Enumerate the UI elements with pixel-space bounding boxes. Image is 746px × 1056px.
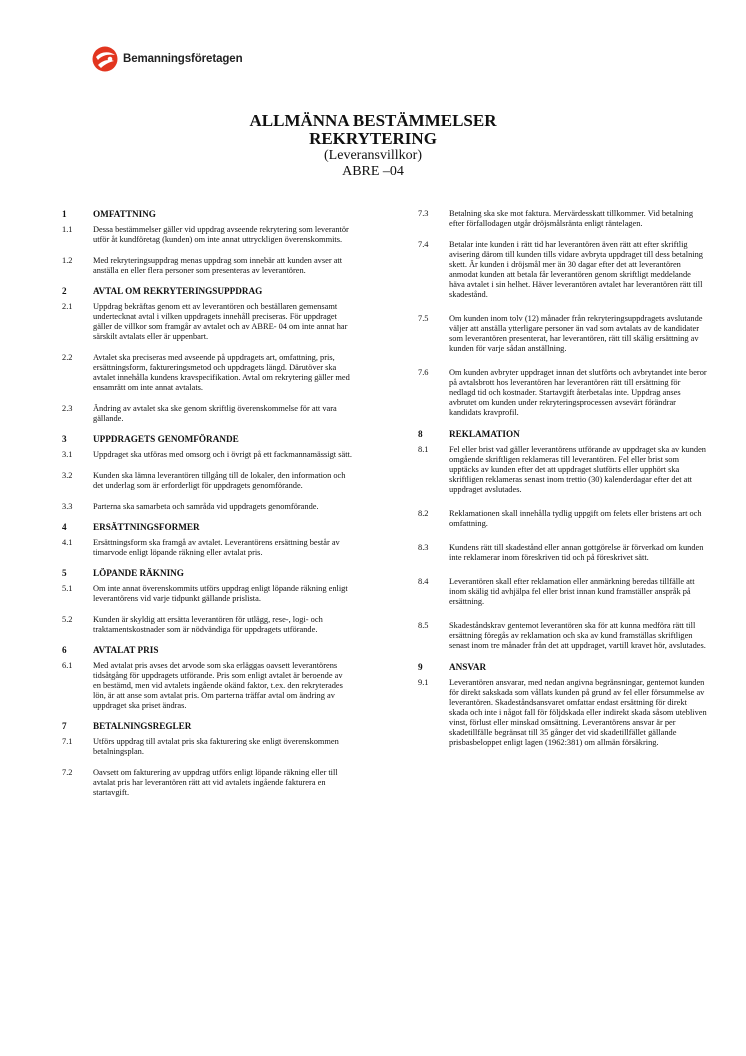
- document-code: ABRE –04: [342, 164, 404, 179]
- right-column: [418, 209, 708, 748]
- logo: [92, 46, 243, 72]
- clause: 3.1 Uppdraget ska utföras med omsorg och i övrigt på ett fackmannamässigt sätt.: [62, 450, 352, 459]
- clause: 4.1 Ersättningsform ska framgå av avtalet. Leverantörens ersättning består av timarvode enligt löpande räkning eller avtalat pris.: [62, 538, 340, 557]
- document-title-line2: REKRYTERING: [309, 129, 437, 148]
- section-heading: 5 LÖPANDE RÄKNING: [62, 568, 184, 578]
- left-column: [62, 209, 352, 798]
- clause: 5.2 Kunden är skyldig att ersätta leverantören för utlägg, rese-, logi- och traktamentskostnader som är nödvändiga för uppdragets utförande.: [62, 615, 323, 634]
- clause: 2.2 Avtalet ska preciseras med avseende på uppdragets art, omfattning, pris, ersättningsform, faktureringsmetod och uppdragets längd. Därutöver ska avtalet innehålla kundens kravspecifikation. Avtal om rekrytering gäller med ensamrätt om inte annat avtalats.: [62, 353, 350, 392]
- section-heading: 4 ERSÄTTNINGSFORMER: [62, 522, 200, 532]
- clause: 9.1 Leverantören ansvarar, med nedan angivna begränsningar, gentemot kunden för direkt sakskada som vållats kunden på grund av fel eller försummelse av leverantören. Skadeståndsansvaret omfattar endast ersättning för direkt skada och inte i något fall för följdskada eller indirekt skada såsom utebliven vinst, förlust eller minskad omsättning. Leverantörens ansvar är per skadetillfälle begränsat till 35 gånger det vid skadetillfället gällande prisbasbeloppet enligt lagen (1962:381) om allmän försäkring.: [418, 678, 707, 747]
- document-header: [0, 112, 746, 180]
- clause: 3.3 Parterna ska samarbeta och samråda vid uppdragets genomförande.: [62, 502, 319, 511]
- clause: 1.1 Dessa bestämmelser gäller vid uppdrag avseende rekrytering som leverantör utför åt kundföretag (kunden) om inte annat uttryckligen överenskommits.: [62, 225, 349, 244]
- clause: 7.2 Oavsett om fakturering av uppdrag utförs enligt löpande räkning eller till avtalat pris har leverantören rätt att vid avtalets ingående fakturera en startavgift.: [62, 768, 338, 797]
- clause: 8.5 Skadeståndskrav gentemot leverantören ska för att kunna medföra rätt till ersättning föregås av reklamation och ska av kund framställas skriftligen senast inom tre månader från det att uppdraget, vartill kravet hör, avslutades.: [418, 621, 706, 650]
- section-heading: 8 REKLAMATION: [418, 429, 520, 439]
- clause: 2.3 Ändring av avtalet ska ske genom skriftlig överenskommelse för att vara gällande.: [62, 404, 337, 423]
- logo-mark-icon: [92, 46, 118, 72]
- clause: 6.1 Med avtalat pris avses det arvode som ska erläggas oavsett leverantörens tidsåtgång för uppdragets utförande. Pris som enligt avtalet är beroende av en bestämd, men vid avtalets ingående okänd faktor, t.ex. den rekryterades lön, är att anse som avtalat pris. Om parterna träffar avtal om ändring av uppdraget ska priset ändras.: [62, 661, 343, 710]
- section-heading: 6 AVTALAT PRIS: [62, 645, 159, 655]
- clause: 5.1 Om inte annat överenskommits utförs uppdrag enligt löpande räkning enligt leverantörens vid varje tidpunkt gällande prislista.: [62, 584, 348, 603]
- clause: 7.5 Om kunden inom tolv (12) månader från rekryteringsuppdragets avslutande väljer att anställa ytterligare personer än vad som avtalats av de kandidater som leverantören presenterat, har leverantören, rätt till skälig ersättning av kunden för varje sådan anställning.: [418, 314, 703, 353]
- section-heading: 9 ANSVAR: [418, 662, 487, 672]
- clause: 7.4 Betalar inte kunden i rätt tid har leverantören även rätt att efter skriftlig avisering därom till kunden tills vidare avbryta uppdraget till dess betalning skett. Är kunden i dröjsmål mer än 30 dagar efter det att leverantören anmodat kunden att betala får leverantören genom skriftligt meddelande häva avtalet i sin helhet. Häver leverantören avtalet har leverantören rätt till skadestånd.: [418, 240, 703, 299]
- clause: 7.3 Betalning ska ske mot faktura. Mervärdesskatt tillkommer. Vid betalning efter förfallodagen utgår dröjsmålsränta enligt räntelagen.: [418, 209, 694, 228]
- document-subtitle: (Leveransvillkor): [324, 148, 422, 163]
- clause: 8.3 Kundens rätt till skadestånd eller annan gottgörelse är förverkad om kunden inte reklamerar inom föreskriven tid och på föreskrivet sätt.: [418, 543, 704, 562]
- logo-text: Bemanningsföretagen: [123, 53, 243, 65]
- section-heading: 2 AVTAL OM REKRYTERINGSUPPDRAG: [62, 286, 263, 296]
- section-heading: 7 BETALNINGSREGLER: [62, 721, 192, 731]
- clause: 8.4 Leverantören skall efter reklamation eller anmärkning beredas tillfälle att inom skälig tid avhjälpa fel eller brist innan kund framställer anspråk på ersättning.: [418, 577, 695, 606]
- clause: 8.1 Fel eller brist vad gäller leverantörens utförande av uppdraget ska av kunden omgående skriftligen reklameras till leverantören. Fel eller brist som upptäcks av kunden efter det att uppdraget slutförts eller upphört ska skriftligen reklameras senast inom trettio (30) kalenderdagar efter det att uppdraget avslutades.: [418, 445, 706, 494]
- clause: 2.1 Uppdrag bekräftas genom ett av leverantören och beställaren gemensamt undertecknat avtal i vilken uppdragets innehåll preciseras. För uppdraget gäller de villkor som framgår av avtalet och av ABRE- 04 om inte annat har särskilt avtalats eller är uppenbart.: [62, 302, 348, 341]
- clause: 7.1 Utförs uppdrag till avtalat pris ska fakturering ske enligt överenskommen betalningsplan.: [62, 737, 339, 756]
- clause: 3.2 Kunden ska lämna leverantören tillgång till de lokaler, den information och det underlag som är erforderligt för uppdragets genomförande.: [62, 471, 346, 490]
- clause: 8.2 Reklamationen skall innehålla tydlig uppgift om felets eller bristens art och omfattning.: [418, 509, 702, 528]
- section-heading: 3 UPPDRAGETS GENOMFÖRANDE: [62, 434, 239, 444]
- document-title-line1: ALLMÄNNA BESTÄMMELSER: [249, 111, 497, 130]
- clause: 7.6 Om kunden avbryter uppdraget innan det slutförts och avbrytandet inte beror på avtalsbrott hos leverantören har leverantören rätt till ersättning för nedlagd tid och kostnader. Startavgift återbetalas inte. Uppdrag anses avbrutet om kunden under rekryteringsprocessen avsevärt förändrar kandidats kravprofil.: [418, 368, 707, 417]
- section-heading: 1 OMFATTNING: [62, 209, 156, 219]
- clause: 1.2 Med rekryteringsuppdrag menas uppdrag som innebär att kunden avser att anställa en eller flera personer som presenteras av leverantören.: [62, 256, 343, 275]
